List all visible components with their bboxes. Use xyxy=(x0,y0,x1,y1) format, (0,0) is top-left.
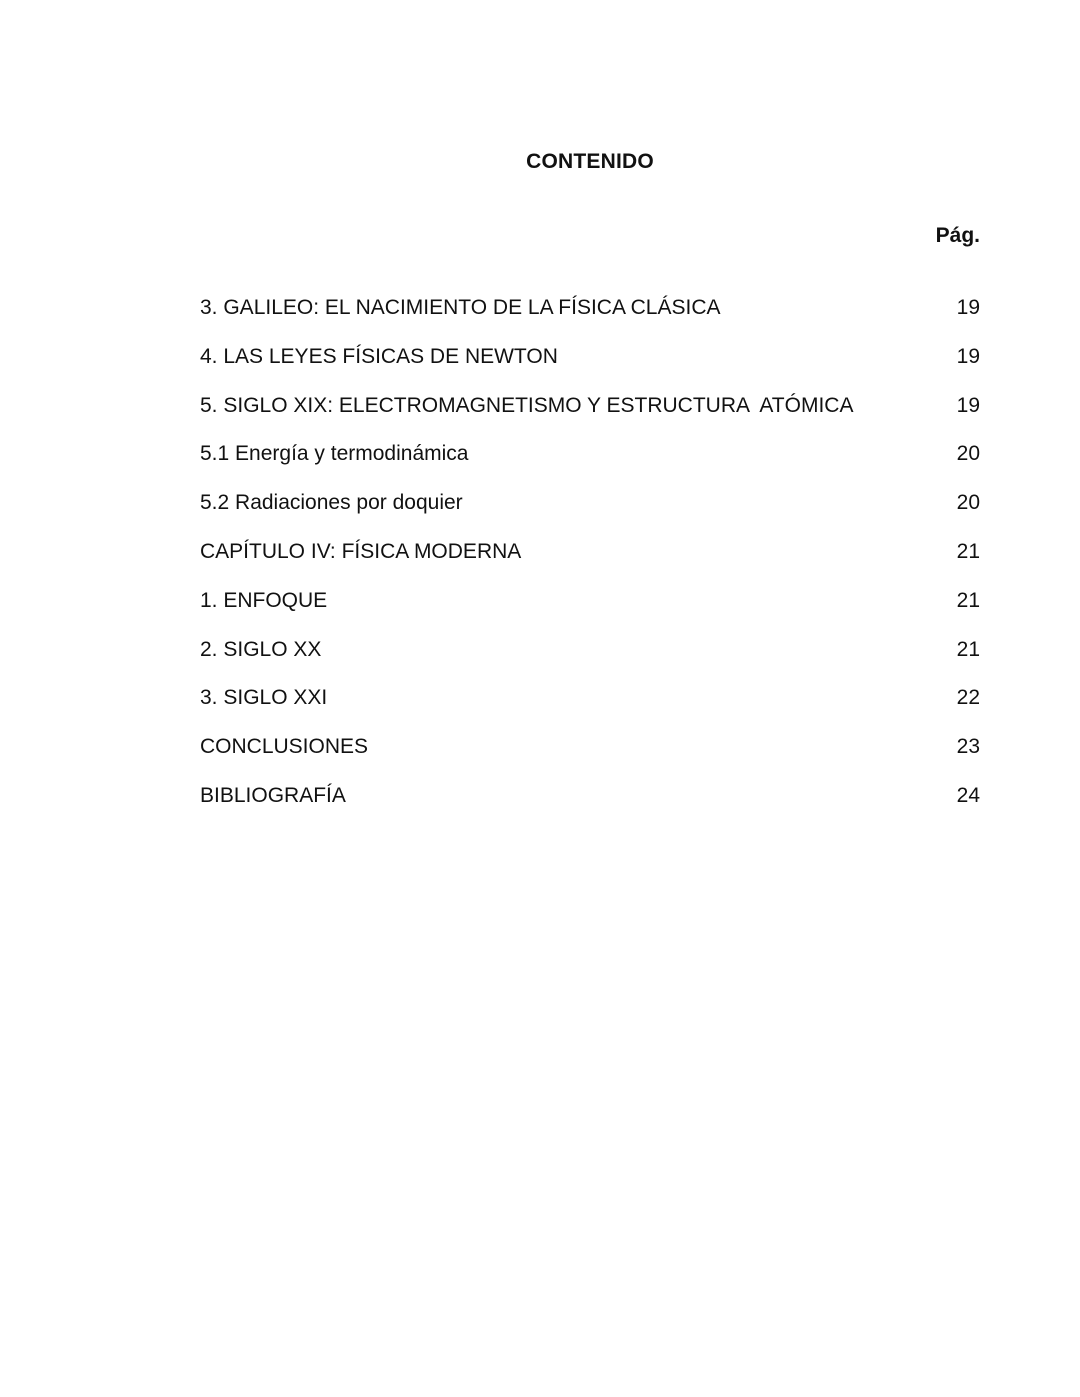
toc-entry xyxy=(200,587,980,636)
toc-entry-title: 3. GALILEO: EL NACIMIENTO DE LA FÍSICA CLÁSICA xyxy=(200,296,721,319)
toc-entry xyxy=(200,782,980,831)
toc-entry-page: 21 xyxy=(956,539,980,563)
toc-entry-page: 19 xyxy=(956,344,980,368)
toc-entry-page: 23 xyxy=(956,735,980,759)
toc-entry-title: 2. SIGLO XX xyxy=(200,637,322,661)
toc-entry-title: 5.2 Radiaciones por doquier xyxy=(200,491,463,515)
toc-entry-title: BIBLIOGRAFÍA xyxy=(200,783,346,807)
toc-entry-title: 5. SIGLO XIX: ELECTROMAGNETISMO Y ESTRUCTURA ATÓMICA xyxy=(200,393,854,417)
toc-entry xyxy=(200,489,980,538)
toc-entry xyxy=(200,343,980,392)
toc-entry-page: 20 xyxy=(956,491,980,515)
toc-entry-page: 21 xyxy=(956,637,980,661)
toc-entry xyxy=(200,733,980,782)
toc-entry-page: 21 xyxy=(956,588,980,612)
toc-entry-title: 1. ENFOQUE xyxy=(200,588,328,612)
toc-entry xyxy=(200,538,980,587)
toc-entry-title: 5.1 Energía y termodinámica xyxy=(200,442,469,466)
toc-entry-title: CONCLUSIONES xyxy=(200,735,369,759)
toc-entry xyxy=(200,392,980,441)
toc-entry xyxy=(200,440,980,489)
toc-entry-page: 19 xyxy=(956,296,980,319)
toc-entry xyxy=(200,684,980,733)
toc-entry-title: 4. LAS LEYES FÍSICAS DE NEWTON xyxy=(200,344,558,368)
toc-entry-page: 19 xyxy=(956,393,980,417)
table-of-contents xyxy=(200,294,980,831)
toc-entry-page: 24 xyxy=(956,783,980,807)
toc-entry-page: 20 xyxy=(956,442,980,466)
toc-entry-title: CAPÍTULO IV: FÍSICA MODERNA xyxy=(200,539,522,563)
toc-entry-page: 22 xyxy=(956,686,980,710)
toc-entry-title: 3. SIGLO XXI xyxy=(200,686,328,710)
page-column-label: Pág. xyxy=(935,224,980,247)
toc-entry xyxy=(200,636,980,685)
page-title: CONTENIDO xyxy=(526,150,654,173)
toc-entry xyxy=(200,294,980,343)
